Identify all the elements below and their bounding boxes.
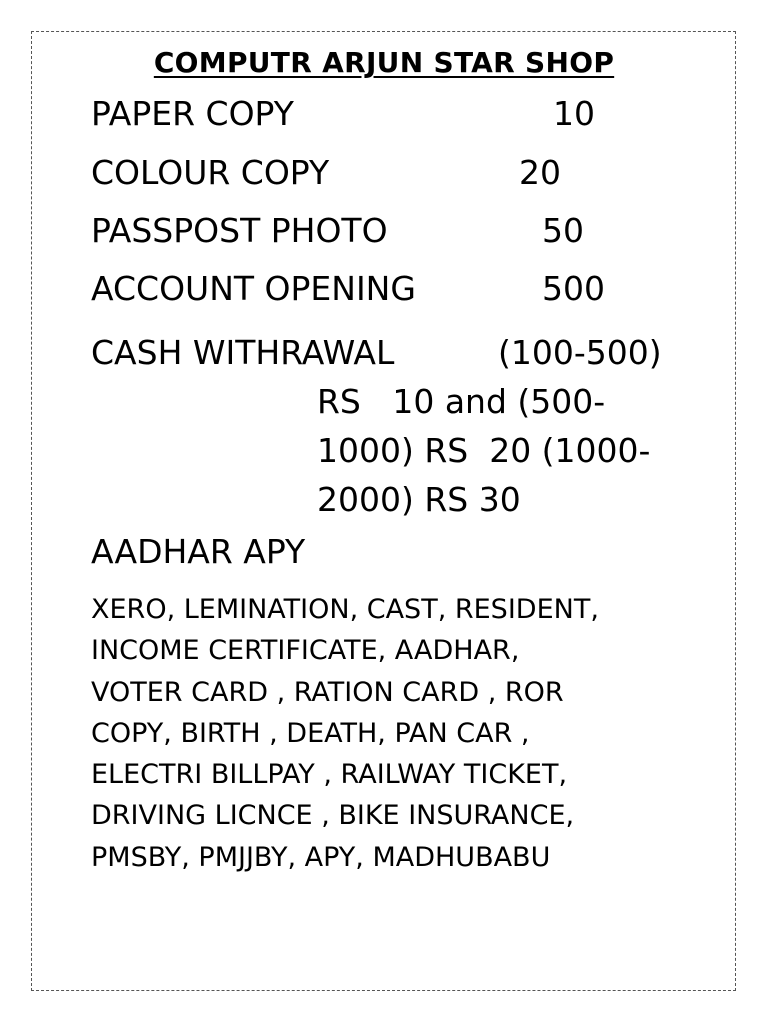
shop-title: COMPUTR ARJUN STAR SHOP: [153, 46, 615, 79]
service-price: 500: [542, 269, 605, 308]
aadhar-heading: AADHAR APY: [91, 532, 306, 571]
service-price: 50: [542, 211, 584, 250]
service-name: ACCOUNT OPENING: [91, 269, 416, 308]
other-services-list: XERO, LEMINATION, CAST, RESIDENT, INCOME CERTIFICATE, AADHAR, VOTER CARD , RATION CARD , ROR COPY, BIRTH , DEATH, PAN CAR , ELECTRI BILLPAY , RAILWAY TICKET, DRIVING LICNCE , BIKE INSURANCE, PMSBY, PMJJBY, APY, MADHUBABU: [91, 594, 599, 873]
service-price: 20: [519, 153, 561, 192]
service-name: PAPER COPY: [91, 94, 294, 133]
service-name: COLOUR COPY: [91, 153, 330, 192]
service-price: 10: [553, 94, 595, 133]
service-name: PASSPOST PHOTO: [91, 211, 388, 250]
cash-withdrawal-rate: (100-500) RS 10 and (500-1000) RS 20 (1000-2000) RS 30: [317, 333, 673, 519]
cash-withdrawal-name: CASH WITHRAWAL: [91, 333, 395, 372]
